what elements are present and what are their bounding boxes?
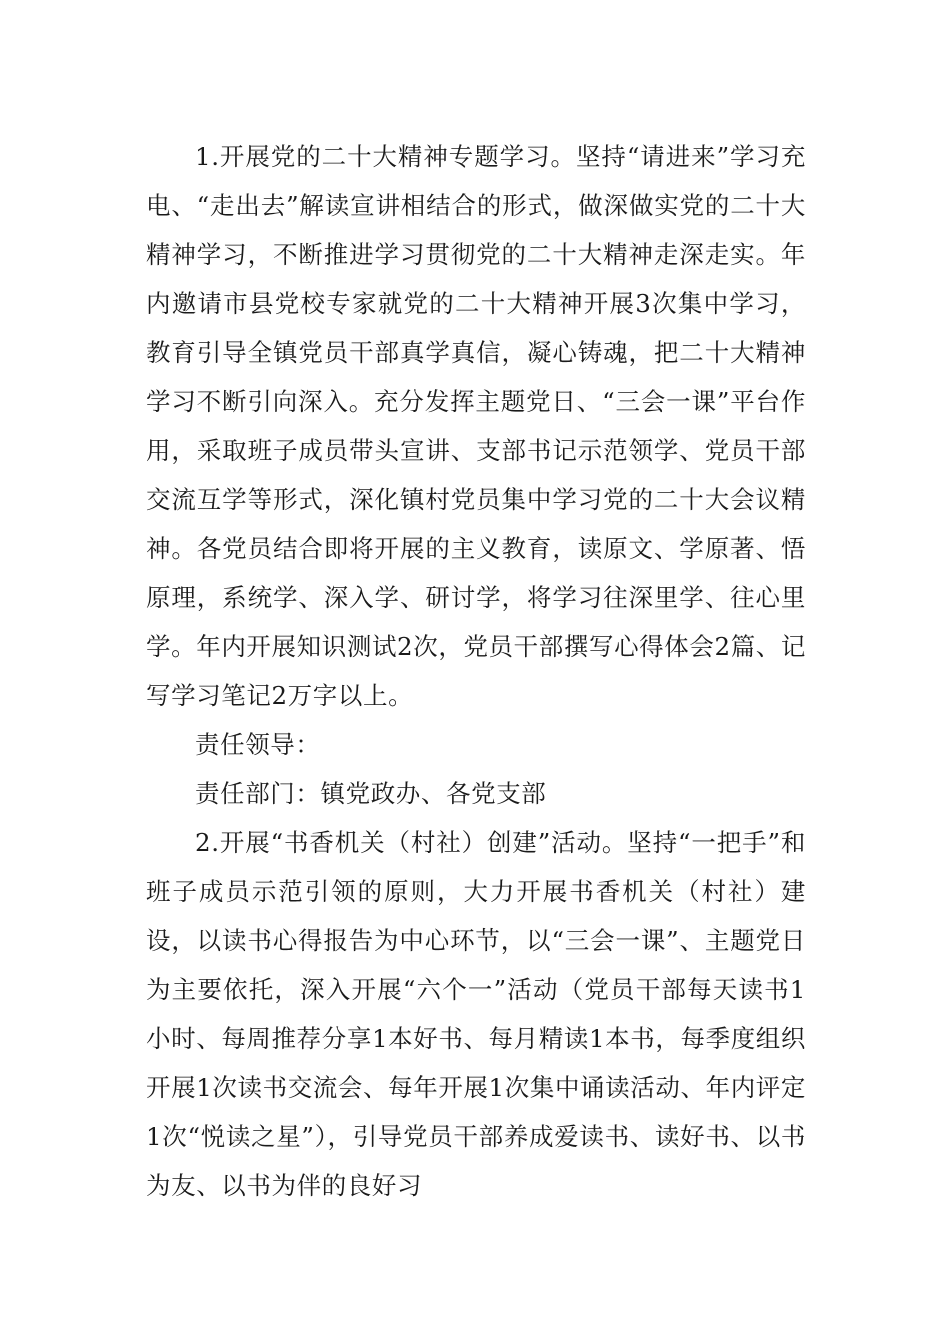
paragraph-responsible-department: 责任部门：镇党政办、各党支部 — [195, 779, 547, 808]
paragraph-responsible-leader: 责任领导： — [195, 730, 321, 759]
document-body — [146, 132, 806, 1210]
paragraph-reading-activity: 2.开展“书香机关（村社）创建”活动。坚持“一把手”和班子成员示范引领的原则，大力开展书香机关（村社）建设，以读书心得报告为中心环节，以“三会一课”、主题党日为主要依托，深入开展“六个一”活动（党员干部每天读书1小时、每周推荐分享1本好书、每月精读1本书，每季度组织开展1次读书交流会、每年开展1次集中诵读活动、年内评定1次“悦读之星”），引导党员干部养成爱读书、读好书、以书为友、以书为伴的良好习 — [146, 828, 806, 1200]
paragraph-study-party-congress: 1.开展党的二十大精神专题学习。坚持“请进来”学习充电、“走出去”解读宣讲相结合的形式，做深做实党的二十大精神学习，不断推进学习贯彻党的二十大精神走深走实。年内邀请市县党校专家就党的二十大精神开展3次集中学习，教育引导全镇党员干部真学真信，凝心铸魂，把二十大精神学习不断引向深入。充分发挥主题党日、“三会一课”平台作用，采取班子成员带头宣讲、支部书记示范领学、党员干部交流互学等形式，深化镇村党员集中学习党的二十大会议精神。各党员结合即将开展的主义教育，读原文、学原著、悟原理，系统学、深入学、研讨学，将学习往深里学、往心里学。年内开展知识测试2次，党员干部撰写心得体会2篇、记写学习笔记2万字以上。 — [146, 142, 806, 710]
